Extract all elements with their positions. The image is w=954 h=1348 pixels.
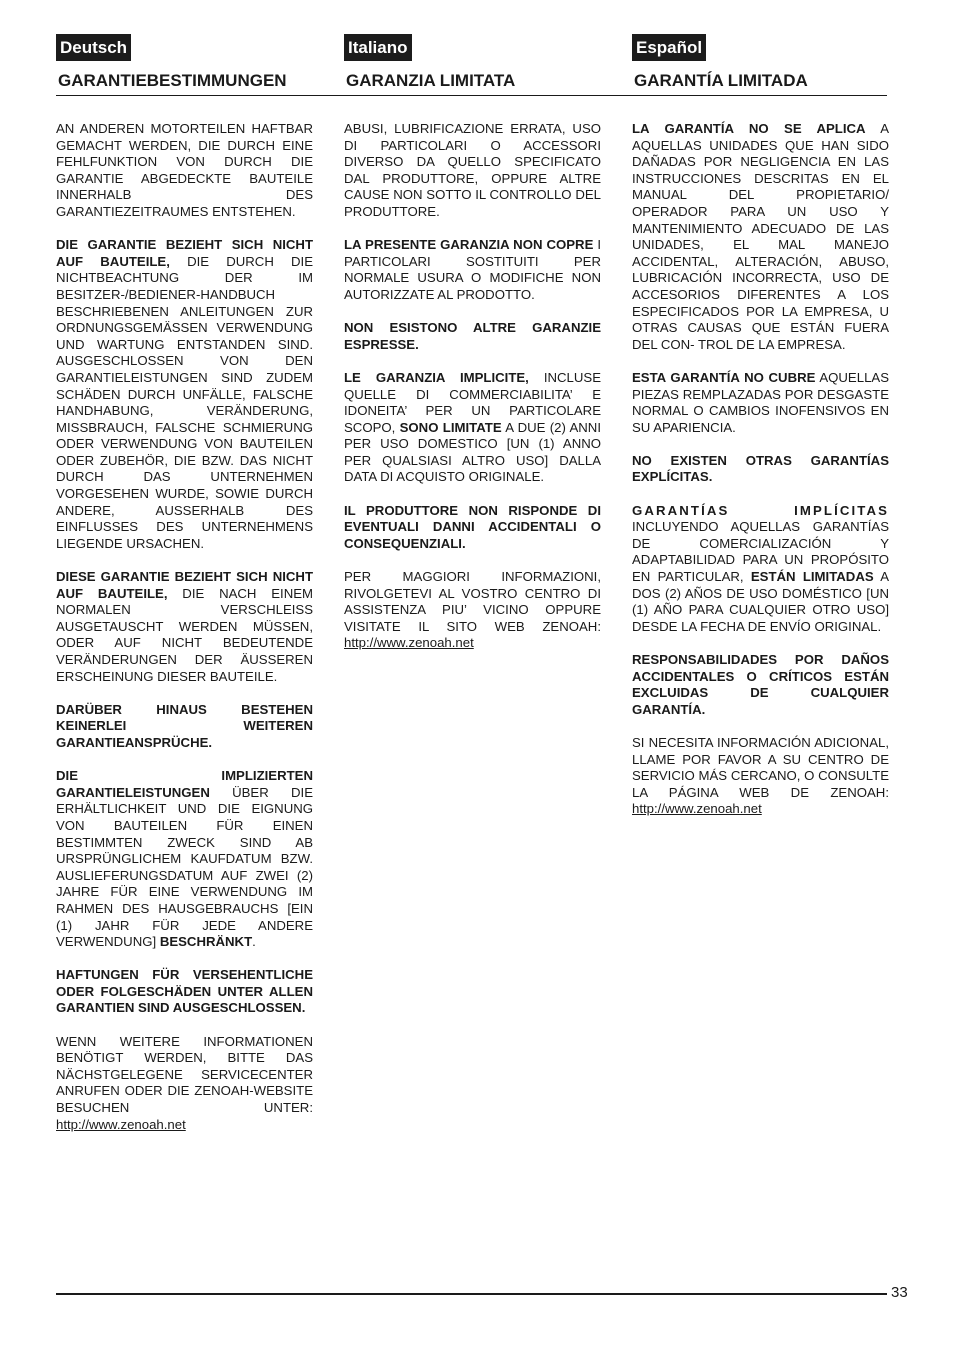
text-run: INCLUSE QUELLE DI COMMERCIABILITA’ E IDONEITA’ PER UN PARTICOLARE SCOPO, — [344, 369, 602, 435]
paragraph — [56, 237, 313, 552]
text-run: PER MAGGIORI INFORMAZIONI, RIVOLGETEVI AL VOSTRO CENTRO DI ASSISTENZA PIU’ VICINO OPPURE VISITATE IL SITO WEB ZENOAH: — [344, 569, 601, 634]
bold-text: DIESE GARANTIE BEZIEHT SICH NICHT AUF BAUTEILE, — [56, 569, 313, 601]
paragraph — [56, 967, 313, 1017]
paragraph — [56, 768, 313, 951]
paragraph — [56, 121, 313, 221]
text-run: ÜBER DIE ERHÄLTLICHKEIT UND DIE EIGNUNG VON BAUTEILEN FÜR EINEN BESTIMMTEN ZWECK SIND AB URSPRÜNGLICHEM KAUFDATUM BZW. AUSLIEFERUNGSDATUM AUF ZWEI (2) JAHRE FÜR EINE VERWENDUNG IM RAHMEN DES HAUSGEBRAUCHS [EIN (1) JAHR FÜR JEDE ANDERE VERWENDUNG] — [56, 784, 313, 950]
bold-text: SONO LIMITATE — [399, 419, 502, 435]
website-link[interactable]: http://www.zenoah.net — [632, 801, 762, 817]
text-run: A DUE (2) ANNI PER USO DOMESTICO [UN (1) ANNO PER QUALSIASI ALTRO USO] DALLA DATA DI ACQUISTO ORIGINALE. — [344, 419, 601, 485]
text-run: . — [252, 934, 256, 950]
text-run: AQUELLAS PIEZAS REMPLAZADAS POR DESGASTE NORMAL O CAMBIOS INOFENSIVOS EN SU APARIENCIA. — [632, 369, 889, 435]
lang-tab-espanol: Español — [632, 34, 706, 61]
header-divider — [56, 95, 887, 96]
text-run: A AQUELLAS UNIDADES QUE HAN SIDO DAÑADAS POR NEGLIGENCIA EN LAS INSTRUCCIONES DESCRITAS EN EL MANUAL DEL PROPIETARIO/ OPERADOR PARA UN USO Y MANTENIMIENTO ADECUADO DE LAS UNIDADES, EL MAL MANEJO ACCIDENTAL, ALTERACIÓN, ABUSO, LUBRICACIÓN INCORRECTA, USO DE ACCESORIOS DIFERENTES A LOS ESPECIFICADOS POR LA EMPRESA, U OTRAS CAUSAS QUE ESTÁN FUERA DEL CON- TROL DE LA EMPRESA. — [632, 121, 889, 352]
section-title-espanol: GARANTÍA LIMITADA — [634, 71, 808, 90]
bold-text: DARÜBER HINAUS BESTEHEN KEINERLEI WEITEREN GARANTIEANSPRÜCHE. — [56, 701, 313, 750]
bold-text: RESPONSABILIDADES POR DAÑOS ACCIDENTALES O CRÍTICOS ESTÁN EXCLUIDAS DE CUALQUIER GARANTÍA. — [632, 652, 889, 717]
paragraph — [344, 121, 601, 221]
paragraph — [56, 569, 313, 685]
bold-text: NON ESISTONO ALTRE GARANZIE ESPRESSE. — [344, 320, 601, 352]
text-run: SI NECESITA INFORMACIÓN ADICIONAL, LLAME POR FAVOR A SU CENTRO DE SERVICIO MÁS CERCANO, O CONSULTE LA PÁGINA WEB DE ZENOAH: — [632, 734, 889, 800]
bold-text: IL PRODUTTORE NON RISPONDE DI EVENTUALI DANNI ACCIDENTALI O CONSEQUENZIALI. — [344, 502, 601, 551]
bold-text: DIE IMPLIZIERTEN GARANTIELEISTUNGEN — [56, 768, 313, 800]
lang-tab-italiano: Italiano — [344, 34, 412, 61]
paragraph — [344, 370, 601, 486]
paragraph — [344, 320, 601, 353]
paragraph — [56, 702, 313, 752]
text-run: I PARTICOLARI SOSTITUITI PER NORMALE USURA O MODIFICHE NON AUTORIZZATE AL PRODOTTO. — [344, 237, 601, 302]
text-run: A DOS (2) AÑOS DE USO DOMÉSTICO [UN (1) AÑO PARA CUALQUIER OTRO USO] DESDE LA FECHA DE ENVÍO ORIGINAL. — [632, 569, 890, 634]
text-run: DIE NACH EINEM NORMALEN VERSCHLEISS AUSGETAUSCHT WERDEN MÜSSEN, ODER AUF NICHT BEDEUTENDE VERÄNDERUNGEN DER ÄUSSEREN ERSCHEINUNG DIESER BAUTEILE. — [56, 585, 313, 684]
paragraph — [344, 237, 601, 303]
lang-tab-deutsch: Deutsch — [56, 34, 131, 61]
text-run: DIE DURCH DIE NICHTBEACHTUNG DER IM BESITZER-/BEDIENER-HANDBUCH BESCHRIEBENEN ANLEITUNGEN ZUR ORDNUNGSGEMÄSSEN VERWENDUNG UND WARTUNG ENTSTANDEN SIND. AUSGESCHLOSSEN VON DEN GARANTIELEISTUNGEN SIND ZUDEM SCHÄDEN DURCH UNFÄLLE, FALSCHE HANDHABUNG, VERÄNDERUNG, MISSBRAUCH, FALSCHE SCHMIERUNG ODER VERWENDUNG VON BAUTEILEN ODER ZUBEHÖR, DIE BZW. DAS NICHT DURCH DAS UNTERNEHMEN VORGESEHEN WURDE, SOWIE DURCH ANDERE, AUSSERHALB DES EINFLUSSES DES UNTERNEHMENS LIEGENDE URSACHEN. — [56, 253, 314, 551]
section-title-deutsch: GARANTIEBESTIMMUNGEN — [58, 71, 287, 90]
website-link[interactable]: http://www.zenoah.net — [344, 635, 474, 651]
text-run: INCLUYENDO AQUELLAS GARANTÍAS DE COMERCIALIZACIÓN Y ADAPTABILIDAD PARA UN PROPÓSITO EN PARTICULAR, — [632, 519, 889, 585]
paragraph — [632, 735, 889, 818]
text-run: ABUSI, LUBRIFICAZIONE ERRATA, USO DI PARTICOLARI O ACCESSORI DIVERSO DA QUELLO SPECIFICATO DAL PRODUTTORE, OPPURE ALTRE CAUSE NON SOTTO IL CONTROLLO DEL PRODUTTORE. — [344, 121, 601, 219]
paragraph — [632, 370, 889, 436]
paragraph — [632, 652, 889, 718]
footer-divider — [56, 1293, 887, 1295]
paragraph — [632, 503, 889, 636]
text-run: WENN WEITERE INFORMATIONEN BENÖTIGT WERDEN, BITTE DAS NÄCHSTGELEGENE SERVICECENTER ANRUFEN ODER DIE ZENOAH-WEBSITE BESUCHEN UNTER: — [56, 1033, 313, 1116]
bold-text: LA PRESENTE GARANZIA NON COPRE — [344, 237, 594, 253]
paragraph — [344, 569, 601, 652]
website-link[interactable]: http://www.zenoah.net — [56, 1116, 186, 1132]
bold-text: LE GARANZIA IMPLICITE, — [344, 369, 529, 385]
bold-text: ESTA GARANTÍA NO CUBRE — [632, 369, 816, 385]
paragraph — [56, 1034, 313, 1134]
page-number: 33 — [891, 1284, 908, 1301]
column-espanol — [632, 121, 889, 835]
bold-text: NO EXISTEN OTRAS GARANTÍAS EXPLÍCITAS. — [632, 452, 889, 485]
paragraph — [344, 503, 601, 553]
bold-text: BESCHRÄNKT — [159, 934, 253, 950]
text-run: AN ANDEREN MOTORTEILEN HAFTBAR GEMACHT WERDEN, DIE DURCH EINE FEHLFUNKTION VON DURCH DIE GARANTIE ABGEDECKTE BAUTEILE INNERHALB DES GARANTIEZEITRAUMES ENTSTEHEN. — [56, 121, 313, 219]
section-title-italiano: GARANZIA LIMITATA — [346, 71, 516, 90]
column-deutsch — [56, 121, 313, 1150]
bold-text: HAFTUNGEN FÜR VERSEHENTLICHE ODER FOLGESCHÄDEN UNTER ALLEN GARANTIEN SIND AUSGESCHLOSSEN. — [56, 967, 313, 1016]
bold-text: LA GARANTÍA NO SE APLICA — [632, 121, 866, 136]
bold-text: ESTÁN LIMITADAS — [750, 569, 874, 585]
bold-text: DIE GARANTIE BEZIEHT SICH NICHT AUF BAUTEILE, — [56, 237, 313, 269]
bold-text: GARANTÍAS IMPLÍCITAS — [632, 502, 889, 518]
paragraph — [632, 453, 889, 486]
paragraph — [632, 121, 889, 353]
column-italiano — [344, 121, 601, 669]
